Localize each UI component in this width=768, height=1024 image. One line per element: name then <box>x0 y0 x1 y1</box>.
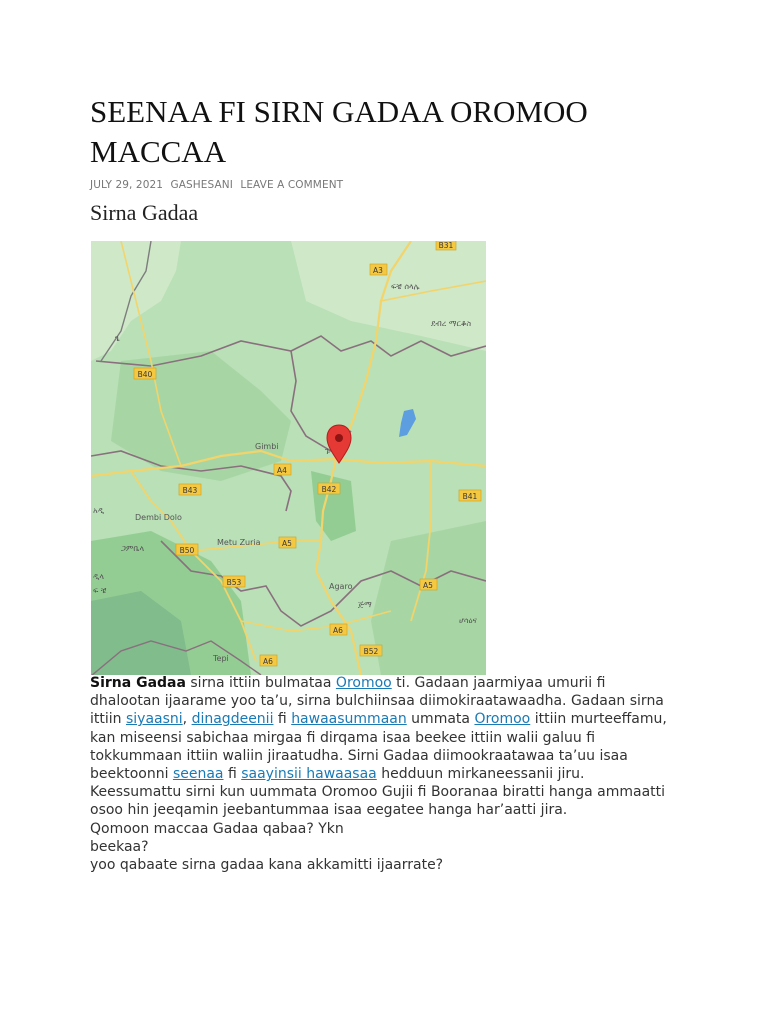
question-line-3: yoo qabaate sirna gadaa kana akkamitti ijaarrate? <box>90 857 444 874</box>
link-dinagdeenii[interactable]: dinagdeenii <box>191 711 274 728</box>
map-place-dembi-dolo: Dembi Dolo <box>135 513 182 522</box>
map-place-eth-4: ጅማ <box>358 600 372 609</box>
map-label-a6-south: A6 <box>263 657 273 666</box>
map-label-b41: B41 <box>462 492 478 501</box>
map-place-eth-3: ጋምቤላ <box>121 544 145 553</box>
post-title-line-2: MACCAA <box>90 134 227 169</box>
link-saayinsii-hawaasaa[interactable]: saayinsii hawaasaa <box>241 766 377 783</box>
map-label-b52: B52 <box>363 647 379 656</box>
link-siyaasni[interactable]: siyaasni <box>125 711 183 728</box>
map-place-eth-5: ሆሳዕና <box>459 616 477 625</box>
map-label-a4: A4 <box>277 466 287 475</box>
question-line-2: beekaa? <box>90 838 149 855</box>
leave-comment-link[interactable]: LEAVE A COMMENT <box>240 179 344 191</box>
text-run: ti. Gadaan jaarmiyaa umurii fi dhalootan ijaarame yoo ta’u, sirna bulchiinsaa diimokiraatawaadha. Gadaan sirna ittiin <box>90 675 664 728</box>
map-label-b43: B43 <box>182 486 198 495</box>
text-run: ittiin murteeffamu, kan miseensi sabichaa mirgaa fi dirqama isaa beekee ittiin walii galuu fi tokkummaan ittiin waliin jiraatudha. Sirni Gadaa diimookraatawaa ta’uu isaa beektoonni <box>90 711 667 783</box>
map-place-eth-6: ዲላ <box>93 572 104 581</box>
map-place-eth-8: ጌ <box>115 334 120 343</box>
post-meta <box>90 179 347 191</box>
map-place-eth-10: አዲ <box>93 506 105 515</box>
link-seenaa[interactable]: seenaa <box>172 766 224 783</box>
map-label-a5-west: A5 <box>282 539 292 548</box>
map-label-b50: B50 <box>179 546 195 555</box>
map-place-eth-2: ደብረ ማርቆስ <box>431 319 472 328</box>
map-place-tepi: Tepi <box>213 654 229 663</box>
text-run: ummata <box>406 711 475 728</box>
post-date-link[interactable]: JULY 29, 2021 <box>90 179 164 191</box>
text-run: sirna ittiin bulmataa <box>185 675 336 691</box>
map-place-eth-7: ፍ ቼ <box>93 586 107 595</box>
link-oromoo-1[interactable]: Oromoo <box>335 675 392 691</box>
map-label-a5-east: A5 <box>423 581 433 590</box>
map-svg <box>91 241 486 675</box>
post-author-link[interactable]: GASHESANI <box>170 179 233 191</box>
map-place-agaro: Agaro <box>329 582 353 591</box>
bold-term: Sirna Gadaa <box>90 675 186 691</box>
map-label-a6-north: A6 <box>333 626 343 635</box>
link-hawaasummaan[interactable]: hawaasummaan <box>291 711 407 728</box>
text-run: hedduun mirkaneessanii jiru. Keessumattu sirni kun uummata Oromoo Gujii fi Booranaa biratti hanga ammaatti osoo hin jeeqamin jeebantummaa isaa eegatee hanga har’aatti jira. <box>90 766 666 819</box>
text-run: fi <box>273 711 292 728</box>
map-place-gimbi: Gimbi <box>255 442 279 451</box>
map-label-b31: B31 <box>438 241 454 250</box>
map-place-eth-9: ጉ <box>325 447 331 456</box>
question-line-1: Qomoon maccaa Gadaa qabaa? Ykn <box>90 820 344 837</box>
map-place-metu-zuria: Metu Zuria <box>217 538 261 547</box>
text-run: fi <box>223 766 242 783</box>
section-subtitle: Sirna Gadaa <box>90 200 199 225</box>
map-label-b53: B53 <box>226 578 242 587</box>
article-body <box>90 674 680 874</box>
post-title-line-1: SEENAA FI SIRN GADAA OROMOO <box>90 94 588 129</box>
map-place-eth-1: ፍቼ ሰላሌ <box>391 282 420 291</box>
link-oromoo-2[interactable]: Oromoo <box>474 711 531 728</box>
text-run: , <box>182 711 192 728</box>
map-image <box>91 241 486 675</box>
paragraph-1 <box>90 674 680 820</box>
map-label-b40: B40 <box>137 370 153 379</box>
post-title <box>90 92 710 172</box>
map-label-b42: B42 <box>321 485 337 494</box>
map-label-a3: A3 <box>373 266 383 275</box>
